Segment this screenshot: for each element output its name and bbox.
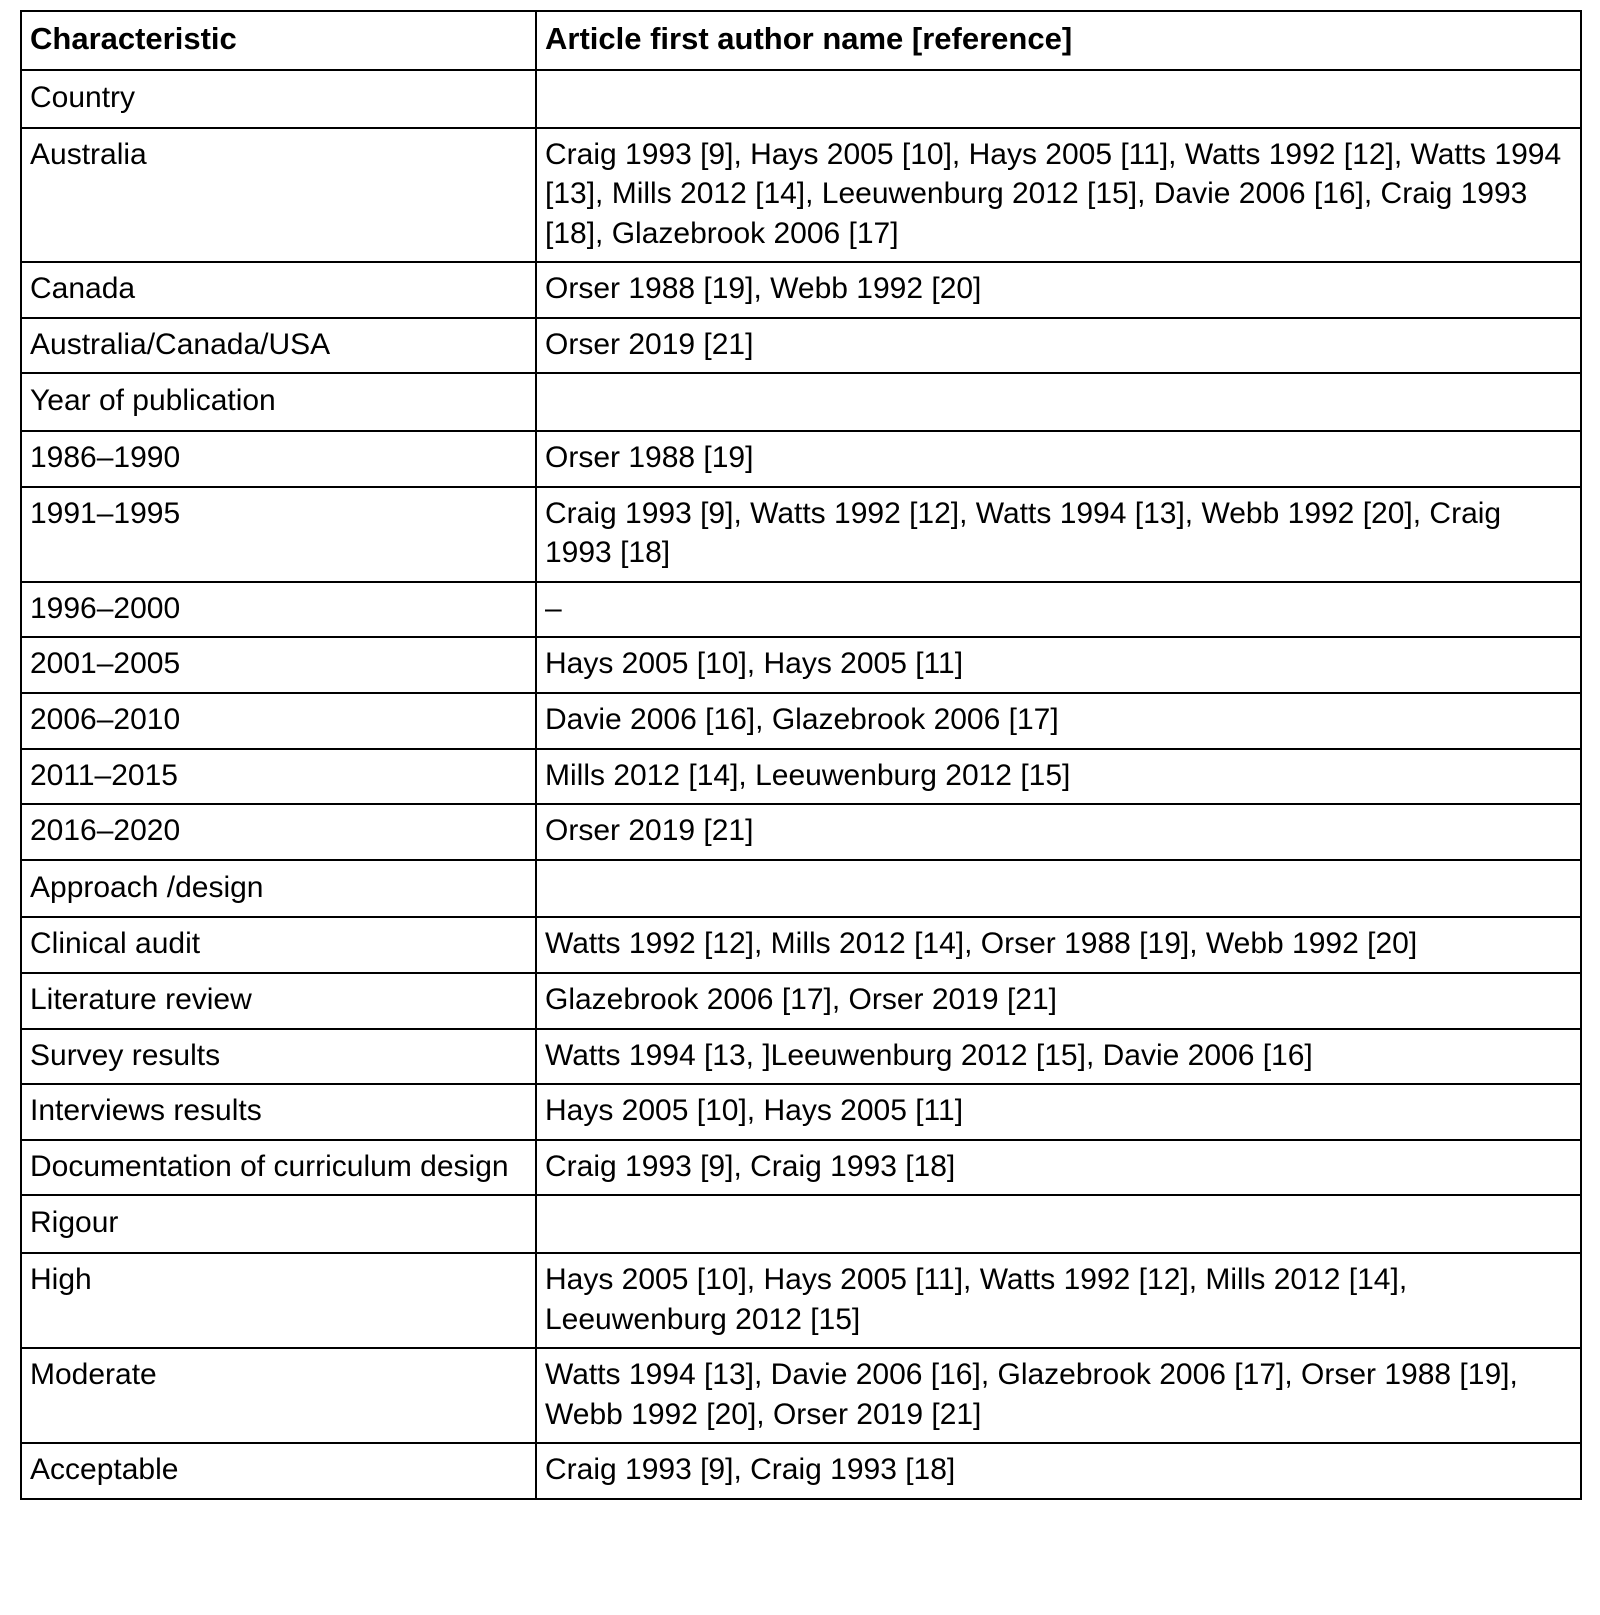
table-row — [21, 749, 1581, 805]
characteristic-item-label: 2001–2005 — [21, 637, 536, 693]
characteristic-category-label: Rigour — [21, 1195, 536, 1253]
characteristic-item-label: Australia — [21, 128, 536, 263]
table-header-row — [21, 11, 1581, 70]
characteristic-item-label: Interviews results — [21, 1084, 536, 1140]
table-row — [21, 1253, 1581, 1348]
article-references-cell: Hays 2005 [10], Hays 2005 [11] — [536, 1084, 1581, 1140]
table-row — [21, 262, 1581, 318]
characteristic-item-label: Moderate — [21, 1348, 536, 1443]
table-row — [21, 1029, 1581, 1085]
characteristic-item-label: Survey results — [21, 1029, 536, 1085]
article-references-cell: Craig 1993 [9], Craig 1993 [18] — [536, 1443, 1581, 1499]
table-row — [21, 1140, 1581, 1196]
table-row — [21, 637, 1581, 693]
article-references-cell: Orser 1988 [19], Webb 1992 [20] — [536, 262, 1581, 318]
characteristic-item-label: Australia/Canada/USA — [21, 318, 536, 374]
characteristic-item-label: Canada — [21, 262, 536, 318]
characteristic-category-label: Approach /design — [21, 860, 536, 918]
article-references-cell: Orser 2019 [21] — [536, 318, 1581, 374]
article-references-cell: Craig 1993 [9], Craig 1993 [18] — [536, 1140, 1581, 1196]
table-row — [21, 917, 1581, 973]
characteristic-item-label: 1986–1990 — [21, 431, 536, 487]
table-row — [21, 1348, 1581, 1443]
table-row — [21, 318, 1581, 374]
characteristic-item-label: Literature review — [21, 973, 536, 1029]
article-references-cell: Orser 1988 [19] — [536, 431, 1581, 487]
article-references-cell: Mills 2012 [14], Leeuwenburg 2012 [15] — [536, 749, 1581, 805]
article-references-cell: Watts 1992 [12], Mills 2012 [14], Orser 1988 [19], Webb 1992 [20] — [536, 917, 1581, 973]
table-row — [21, 973, 1581, 1029]
table-header — [21, 11, 1581, 70]
table-row — [21, 693, 1581, 749]
table-body — [21, 70, 1581, 1499]
article-references-cell — [536, 860, 1581, 918]
article-references-cell — [536, 70, 1581, 128]
table-category-row — [21, 1195, 1581, 1253]
characteristic-item-label: Documentation of curriculum design — [21, 1140, 536, 1196]
article-references-cell — [536, 373, 1581, 431]
article-references-cell: Craig 1993 [9], Watts 1992 [12], Watts 1994 [13], Webb 1992 [20], Craig 1993 [18] — [536, 487, 1581, 582]
article-references-cell: Glazebrook 2006 [17], Orser 2019 [21] — [536, 973, 1581, 1029]
characteristic-item-label: 1991–1995 — [21, 487, 536, 582]
table-row — [21, 487, 1581, 582]
characteristic-item-label: Acceptable — [21, 1443, 536, 1499]
column-header-articles: Article first author name [reference] — [536, 11, 1581, 70]
characteristic-item-label: 2016–2020 — [21, 804, 536, 860]
table-row — [21, 1084, 1581, 1140]
article-references-cell — [536, 1195, 1581, 1253]
article-references-cell: Craig 1993 [9], Hays 2005 [10], Hays 2005 [11], Watts 1992 [12], Watts 1994 [13], Mills 2012 [14], Leeuwenburg 2012 [15], Davie 2006 [16], Craig 1993 [18], Glazebrook 2006 [17] — [536, 128, 1581, 263]
table-category-row — [21, 373, 1581, 431]
characteristic-category-label: Year of publication — [21, 373, 536, 431]
article-references-cell: Watts 1994 [13], Davie 2006 [16], Glazebrook 2006 [17], Orser 1988 [19], Webb 1992 [20], Orser 2019 [21] — [536, 1348, 1581, 1443]
article-references-cell: Hays 2005 [10], Hays 2005 [11] — [536, 637, 1581, 693]
table-row — [21, 582, 1581, 638]
column-header-characteristic: Characteristic — [21, 11, 536, 70]
characteristic-item-label: 1996–2000 — [21, 582, 536, 638]
article-references-cell: Hays 2005 [10], Hays 2005 [11], Watts 1992 [12], Mills 2012 [14], Leeuwenburg 2012 [15] — [536, 1253, 1581, 1348]
article-references-cell: Davie 2006 [16], Glazebrook 2006 [17] — [536, 693, 1581, 749]
characteristics-table — [20, 10, 1582, 1500]
table-category-row — [21, 70, 1581, 128]
characteristic-item-label: 2011–2015 — [21, 749, 536, 805]
characteristics-table-container — [20, 10, 1580, 1500]
table-category-row — [21, 860, 1581, 918]
characteristic-item-label: 2006–2010 — [21, 693, 536, 749]
article-references-cell: Watts 1994 [13, ]Leeuwenburg 2012 [15], Davie 2006 [16] — [536, 1029, 1581, 1085]
characteristic-item-label: High — [21, 1253, 536, 1348]
article-references-cell: Orser 2019 [21] — [536, 804, 1581, 860]
table-row — [21, 1443, 1581, 1499]
characteristic-item-label: Clinical audit — [21, 917, 536, 973]
table-row — [21, 431, 1581, 487]
characteristic-category-label: Country — [21, 70, 536, 128]
article-references-cell: – — [536, 582, 1581, 638]
table-row — [21, 128, 1581, 263]
table-row — [21, 804, 1581, 860]
